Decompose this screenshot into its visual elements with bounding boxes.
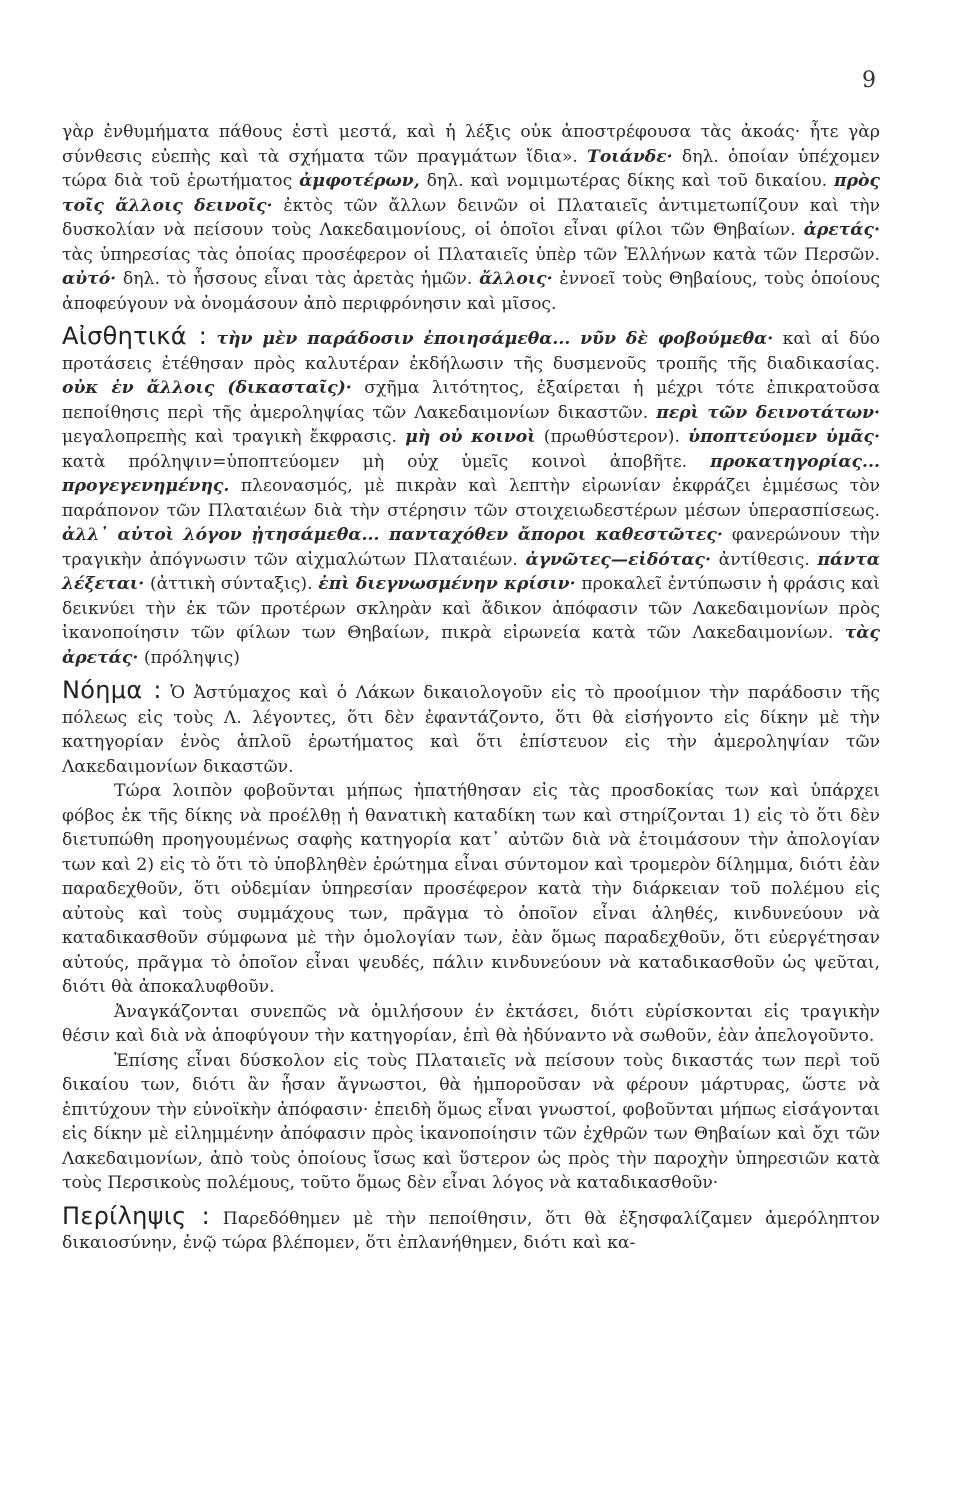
text-run: Τώρα λοιπὸν φοβοῦνται μήπως ἠπατήθησαν εἰς τὰς προσδοκίας των καὶ ὑπάρχει φόβος ἐκ τῆς δίκης νὰ προέλθῃ ἡ θανατικὴ καταδίκη των καὶ στηρίζονται 1) εἰς τὸ ὅτι δὲν διετυπώθη προηγουμένως σαφὴς κατηγορία κατ᾽ αὐτῶν διὰ νὰ ἑτοιμάσουν τὴν ἀπολογίαν των καὶ 2) εἰς τὸ ὅτι τὸ ὑποβληθὲν ἐρώτημα εἶναι σύντομον καὶ τρομερὸν δίλημμα, διότι ἐὰν παραδεχθοῦν, ὅτι οὐδεμίαν ὑπηρεσίαν προσέφερον κατὰ τὴν διάρκειαν τοῦ πολέμου εἰς αὐτοὺς καὶ τοὺς συμμάχους των, πρᾶγμα τὸ ὁποῖον εἶναι ἀληθές, κινδυνεύουν νὰ καταδικασθοῦν σύμφωνα μὲ τὴν ὁμολογίαν των, ἐὰν ὅμως παραδεχθοῦν, ὅτι εὐεργέτησαν αὐτούς, πρᾶγμα τὸ ὁποῖον εἶναι ψευδές, πάλιν κινδυνεύουν νὰ καταδικασθοῦν ὡς ψεῦται, διότι θὰ ἀποκαλυφθοῦν. [62, 781, 880, 997]
text-run: γὰρ ἐνθυμήματα πάθους ἐστὶ μεστά, καὶ ἡ λέξις οὐκ ἀποστρέφουσα τὰς ἀκοάς· ἦτε γὰρ σύνθεσις εὐεπὴς καὶ τὰ σχήματα τῶν πραγμάτων ἴδια». [62, 122, 880, 167]
text-run: δηλ. τὸ ἧσσους εἶναι τὰς ἀρετὰς ἡμῶν. [116, 269, 480, 289]
text-run: ἐννοεῖ τοὺς Θηβαίους, τοὺς ὁποίους ἀποφεύγουν νὰ ὀνομάσουν ἀπὸ περιφρόνησιν καὶ μῖσος. [62, 269, 880, 314]
glossary-term: ἀρετάς· [803, 220, 880, 240]
text-run: καὶ αἱ δύο προτάσεις ἐτέθησαν πρὸς καλυτέραν ἐκδήλωσιν τῆς δυσμενοῦς τροπῆς τῆς διαδικασίας. [62, 329, 881, 374]
glossary-term: πάντα λέξεται· [62, 549, 880, 594]
paragraph-perilipsis [62, 1201, 880, 1256]
text-run: Ἀναγκάζονται συνεπῶς νὰ ὁμιλήσουν ἐν ἐκτάσει, διότι εὑρίσκονται εἰς τραγικὴν θέσιν καὶ διὰ νὰ ἀποφύγουν τὴν κατηγορίαν, ἐπὶ θὰ ἠδύναντο νὰ σωθοῦν, ἐὰν ἀπελογοῦντο. [62, 1001, 880, 1046]
paragraph-noima [62, 678, 880, 779]
glossary-term: Τοιάνδε· [587, 146, 673, 167]
glossary-term: ὑποπτεύομεν ὑμᾶς· [688, 427, 881, 447]
text-run: (πρόληψις) [138, 647, 241, 668]
glossary-term: αὐτό· [62, 269, 117, 289]
text-run: προκαλεῖ ἐντύπωσιν ἡ φράσις καὶ δεικνύει τὴν ἐκ τῶν προτέρων σκληρὰν καὶ ἄδικον ἀπόφασιν τῶν Λακεδαιμονίων πρὸς ἱκανοποίησιν τῶν φίλων των Θηβαίων, πικρὰ εἰρωνεία κατὰ τῶν Λακεδαιμονίων. [62, 574, 880, 643]
glossary-term: ἀγνῶτες—εἰδότας· [525, 549, 712, 570]
text-run: δηλ. καὶ νομιμωτέρας δίκης καὶ τοῦ δικαίου. [419, 171, 835, 191]
glossary-term: ἀμφοτέρων, [299, 171, 420, 191]
text-run: ἀντίθεσις. [711, 549, 818, 570]
text-run: μεγαλοπρεπὴς καὶ τραγικὴ ἔκφρασις. [62, 427, 406, 447]
glossary-term: οὐκ ἐν ἄλλοις (δικασταῖς)· [62, 378, 352, 398]
text-run: τὰς ὑπηρεσίας τὰς ὁποίας προσέφερον οἱ Πλαταιεῖς ὑπὲρ τῶν Ἑλλήνων κατὰ τῶν Περσῶν. [62, 244, 880, 265]
text-run: πλεονασμός, μὲ πικρὰν καὶ λεπτὴν εἰρωνίαν ἐκφράζει ἐμμέσως τὸν παράπονον τῶν Πλαταιέων διὰ τὴν στέρησιν τῶν στοιχειωδεστέρων μέσων ὑπερασπίσεως. [62, 476, 880, 521]
paragraph-noima-compelled [62, 1000, 880, 1049]
text-run: Ὁ Ἀστύμαχος καὶ ὁ Λάκων δικαιολογοῦν εἰς τὸ προοίμιον τὴν παράδοσιν τῆς πόλεως εἰς τοὺς Λ. λέγοντες, ὅτι δὲν ἐφαντάζοντο, ὅτι θὰ εἰσήγοντο εἰς δίκην μὲ τὴν κατηγορίαν ἑνὸς ἁπλοῦ ἐρωτήματος καὶ ὅτι ἐπίστευον εἰς τὴν ἀμεροληψίαν τῶν Λακεδαιμονίων δικαστῶν. [62, 683, 880, 777]
section-heading: Αἰσθητικά : [62, 322, 208, 350]
text-run: Ἐπίσης εἶναι δύσκολον εἰς τοὺς Πλαταιεῖς νὰ πείσουν τοὺς δικαστάς των περὶ τοῦ δικαίου των, διότι ἂν ἦσαν ἄγνωστοι, θὰ ἠμποροῦσαν νὰ φέρουν μάρτυρας, ὥστε νὰ ἐπιτύχουν τὴν εὐνοϊκὴν ἀπόφασιν· ἐπειδὴ ὅμως εἶναι γνωστοί, φοβοῦνται μήπως εἰσάγονται εἰς δίκην μὲ εἰλημμένην ἀπόφασιν πρὸς ἱκανοποίησιν τῶν ἐχθρῶν των Θηβαίων καὶ ὄχι τῶν Λακεδαιμονίων, ἀπὸ τοὺς ὁποίους ἴσως καὶ ὕστερον ὡς πρὸς τὴν παροχὴν ὑπηρεσιῶν κατὰ τοὺς Περσικοὺς πολέμους, τοῦτο ὅμως δὲν εἶναι λόγος νὰ καταδικασθοῦν· [62, 1050, 880, 1193]
paragraph-noima-difficulty [62, 1049, 880, 1196]
paragraph-glossary-end [62, 120, 880, 316]
text-run: δηλ. ὁποίαν ὑπέχομεν τώρα διὰ τοῦ ἐρωτήματος [62, 146, 880, 191]
section-heading: Περίληψις : [62, 1201, 211, 1230]
glossary-term: τὴν μὲν παράδοσιν ἐποιησάμεθα... νῦν δὲ φοβούμεθα· [216, 329, 774, 349]
text-run: ἐκτὸς τῶν ἄλλων δεινῶν οἱ Πλαταιεῖς ἀντιμετωπίζουν καὶ τὴν δυσκολίαν νὰ πείσουν τοὺς Λακεδαιμονίους, οἱ ὁποῖοι εἶναι φίλοι τῶν Θηβαίων. [62, 195, 880, 240]
page-number: 9 [862, 68, 876, 93]
glossary-term: περὶ τῶν δεινοτάτων· [656, 402, 880, 423]
text-run: (πρωθύστερον). [535, 427, 689, 447]
text-run: (ἀττικὴ σύνταξις). [144, 574, 319, 594]
page-body [62, 120, 880, 1256]
glossary-term: ἐπὶ διεγνωσμένην κρίσιν· [318, 574, 576, 594]
text-run [207, 329, 216, 349]
text-run: κατὰ πρόληψιν=ὑποπτεύομεν μὴ οὐχ ὑμεῖς κοινοὶ ἀποβῆτε. [62, 451, 711, 472]
section-heading: Νόημα : [62, 676, 162, 704]
glossary-term: ἄλλοις· [479, 269, 553, 289]
paragraph-noima-fear [62, 779, 880, 1000]
glossary-term: τὰς ἀρετάς· [62, 623, 880, 668]
text-run: Παρεδόθημεν μὲ τὴν πεποίθησιν, ὅτι θὰ ἐξησφαλίζαμεν ἀμερόληπτον δικαιοσύνην, ἐνῷ τώρα βλέπομεν, ὅτι ἐπλανήθημεν, διότι καὶ κα- [62, 1208, 880, 1253]
glossary-term: πρὸς τοῖς ἄλλοις δεινοῖς· [62, 171, 880, 216]
paragraph-aisthitika [62, 324, 880, 670]
text-run: φανερώνουν τὴν τραγικὴν ἀπόγνωσιν τῶν αἰχμαλώτων Πλαταιέων. [62, 525, 880, 570]
glossary-term: προκατηγορίας... προγεγενημένης. [62, 451, 880, 496]
glossary-term: ἀλλ᾽ αὐτοὶ λόγον ᾐτησάμεθα... πανταχόθεν ἄποροι καθεστῶτες· [62, 525, 723, 545]
glossary-term: μὴ οὐ κοινοὶ [405, 427, 536, 447]
text-run: σχῆμα λιτότητος, ἐξαίρεται ἡ μέχρι τότε ἐπικρατοῦσα πεποίθησις περὶ τῆς ἀμεροληψίας τῶν Λακεδαιμονίων δικαστῶν. [62, 378, 880, 423]
